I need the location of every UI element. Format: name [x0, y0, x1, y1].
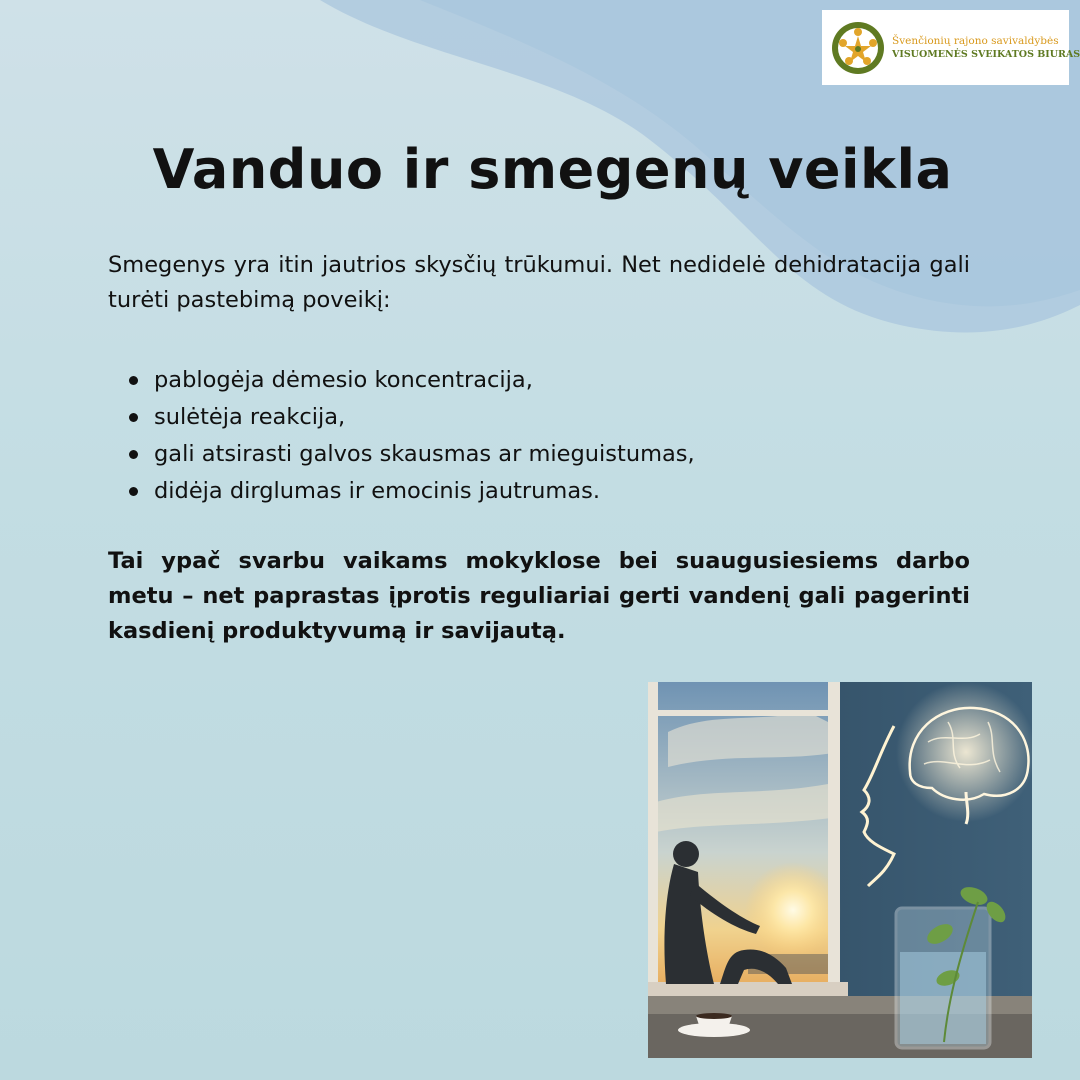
- list-item: gali atsirasti galvos skausmas ar mieguistumas,: [108, 436, 970, 473]
- woman-window-brain-water-illustration: [648, 682, 1032, 1058]
- logo: [822, 10, 1080, 85]
- logo-org-line1: Švenčionių rajono savivaldybės: [892, 34, 1059, 47]
- page-title: Vanduo ir smegenų veikla: [152, 138, 953, 201]
- emphasis-paragraph: Tai ypač svarbu vaikams mokyklose bei suaugusiesiems darbo metu – net paprastas įprotis reguliariai gerti vandenį gali pagerinti kasdienį produktyvumą ir savijautą.: [108, 548, 970, 644]
- list-item: didėja dirglumas ir emocinis jautrumas.: [108, 473, 970, 510]
- intro-paragraph: Smegenys yra itin jautrios skysčių trūkumui. Net nedidelė dehidratacija gali turėti pastebimą poveikį:: [108, 252, 970, 313]
- list-item: pablogėja dėmesio koncentracija,: [108, 362, 970, 399]
- list-item: sulėtėja reakcija,: [108, 399, 970, 436]
- effects-list: [108, 362, 970, 510]
- logo-org-line2: VISUOMENĖS SVEIKATOS BIURAS: [892, 48, 1080, 60]
- municipality-emblem-icon: [830, 20, 886, 76]
